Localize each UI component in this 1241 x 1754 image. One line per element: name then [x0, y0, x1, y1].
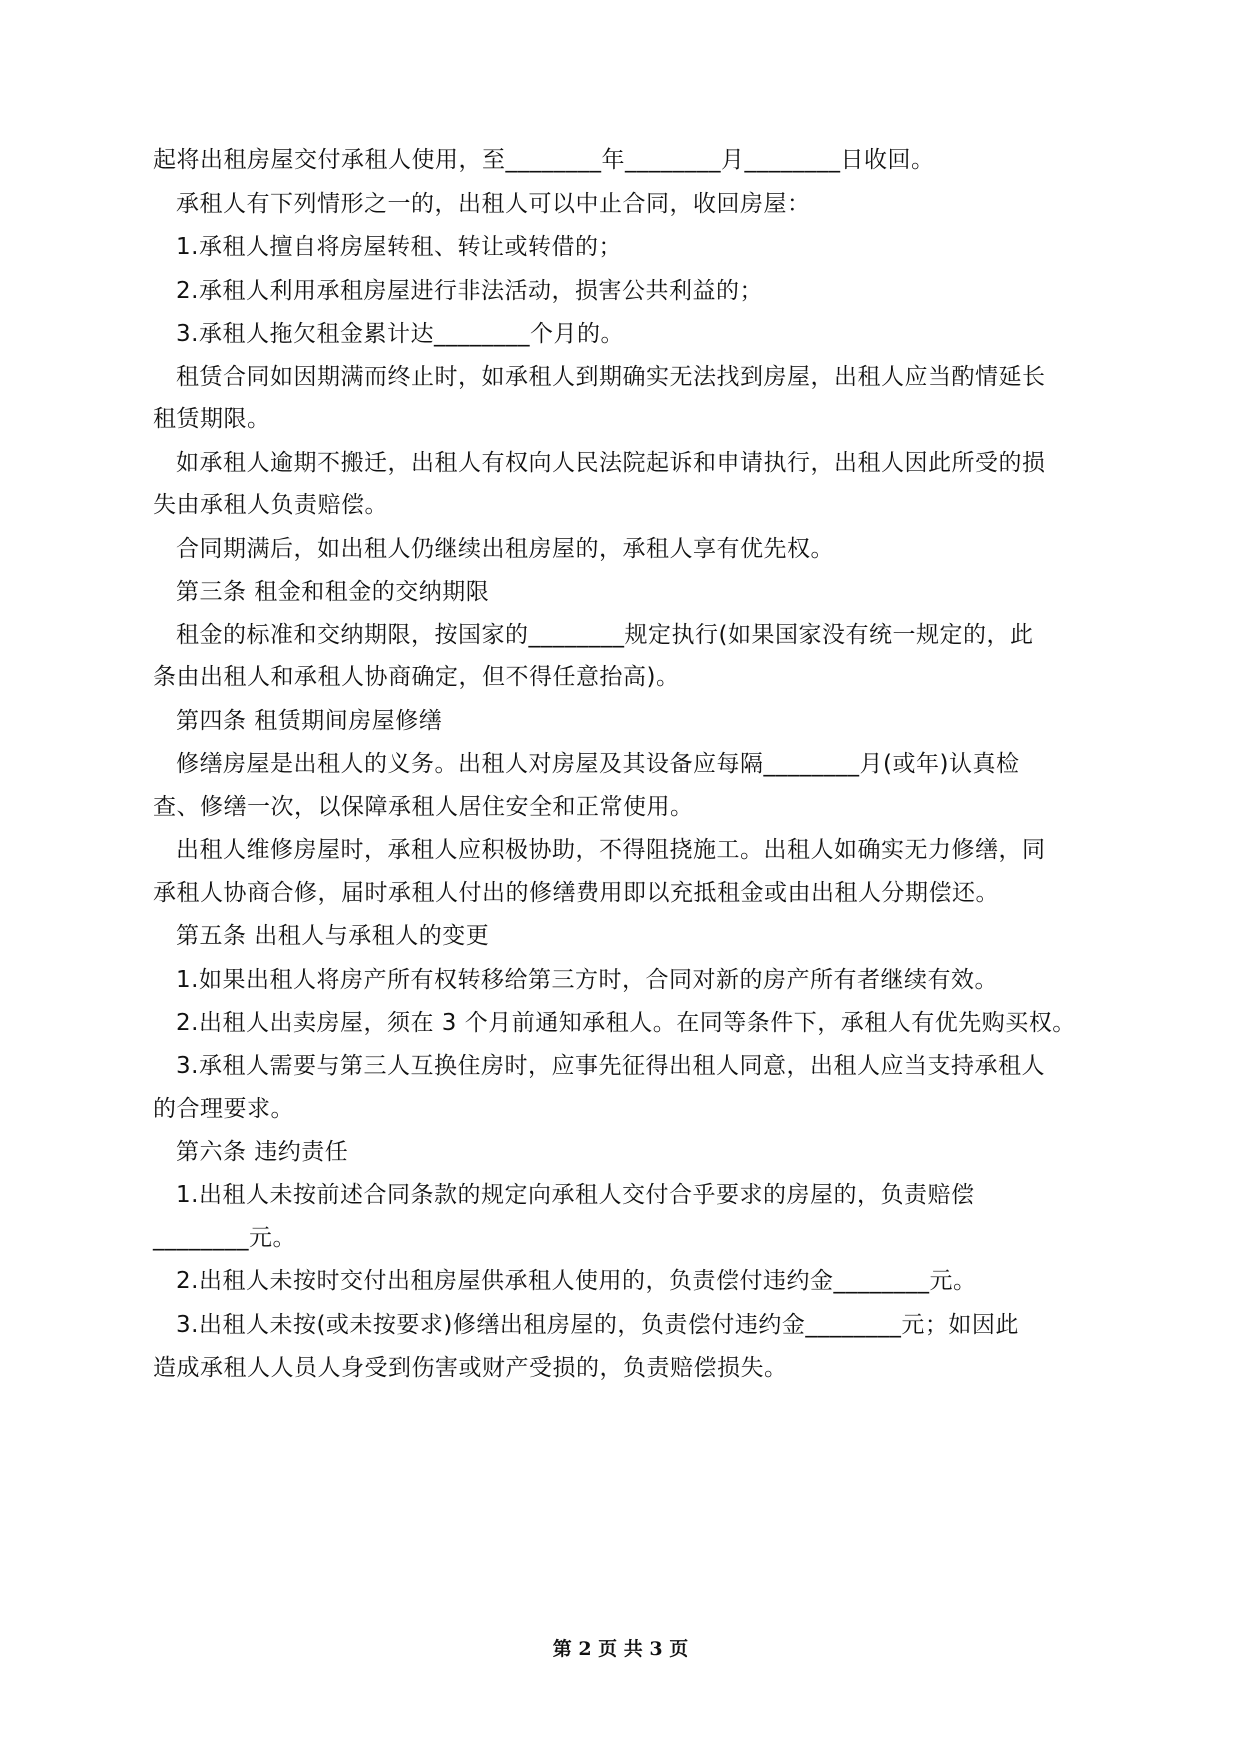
page-number: 第 2 页 共 3 页 [552, 1638, 689, 1660]
paragraph-line: 造成承租人人员人身受到伤害或财产受损的，负责赔偿损失。 [153, 1355, 788, 1381]
list-item: 2.出租人未按时交付出租房屋供承租人使用的，负责偿付违约金________元。 [176, 1268, 977, 1294]
paragraph-line: 合同期满后，如出租人仍继续出租房屋的，承租人享有优先权。 [176, 536, 834, 562]
paragraph-line: 条由出租人和承租人协商确定，但不得任意抬高)。 [153, 664, 680, 690]
section-heading: 第六条 违约责任 [176, 1139, 349, 1165]
paragraph-line: 失由承租人负责赔偿。 [153, 492, 388, 518]
list-item: 3.承租人需要与第三人互换住房时，应事先征得出租人同意，出租人应当支持承租人 [176, 1053, 1045, 1079]
list-item: 1.承租人擅自将房屋转租、转让或转借的； [176, 234, 622, 260]
list-item: 3.承租人拖欠租金累计达________个月的。 [176, 321, 624, 347]
list-item: 1.出租人未按前述合同条款的规定向承租人交付合乎要求的房屋的，负责赔偿 [176, 1182, 975, 1208]
list-item: 2.承租人利用承租房屋进行非法活动，损害公共利益的； [176, 278, 763, 304]
paragraph-line: 租赁合同如因期满而终止时，如承租人到期确实无法找到房屋，出租人应当酌情延长 [176, 364, 1046, 390]
paragraph-line: 承租人协商合修，届时承租人付出的修缮费用即以充抵租金或由出租人分期偿还。 [153, 880, 999, 906]
paragraph-line: 查、修缮一次，以保障承租人居住安全和正常使用。 [153, 794, 694, 820]
section-heading: 第五条 出租人与承租人的变更 [176, 923, 490, 949]
paragraph-line: 出租人维修房屋时，承租人应积极协助，不得阻挠施工。出租人如确实无力修缮，同 [176, 837, 1046, 863]
paragraph-line: 租赁期限。 [153, 406, 271, 432]
list-item: 1.如果出租人将房产所有权转移给第三方时，合同对新的房产所有者继续有效。 [176, 967, 998, 993]
section-heading: 第三条 租金和租金的交纳期限 [176, 579, 490, 605]
section-heading: 第四条 租赁期间房屋修缮 [176, 708, 443, 734]
paragraph-line: 修缮房屋是出租人的义务。出租人对房屋及其设备应每隔________月(或年)认真检 [176, 751, 1020, 777]
paragraph-line: 承租人有下列情形之一的，出租人可以中止合同，收回房屋： [176, 191, 811, 217]
paragraph-line: ________元。 [153, 1225, 296, 1251]
paragraph-line: 的合理要求。 [153, 1096, 294, 1122]
paragraph-line: 租金的标准和交纳期限，按国家的________规定执行(如果国家没有统一规定的，此 [176, 622, 1034, 648]
paragraph-line: 如承租人逾期不搬迁，出租人有权向人民法院起诉和申请执行，出租人因此所受的损 [176, 450, 1046, 476]
list-item: 2.出租人出卖房屋，须在 3 个月前通知承租人。在同等条件下，承租人有优先购买权。 [176, 1010, 1076, 1036]
list-item: 3.出租人未按(或未按要求)修缮出租房屋的，负责偿付违约金________元；如因此 [176, 1312, 1019, 1338]
paragraph-line: 起将出租房屋交付承租人使用，至________年________月________日收回。 [153, 147, 935, 173]
